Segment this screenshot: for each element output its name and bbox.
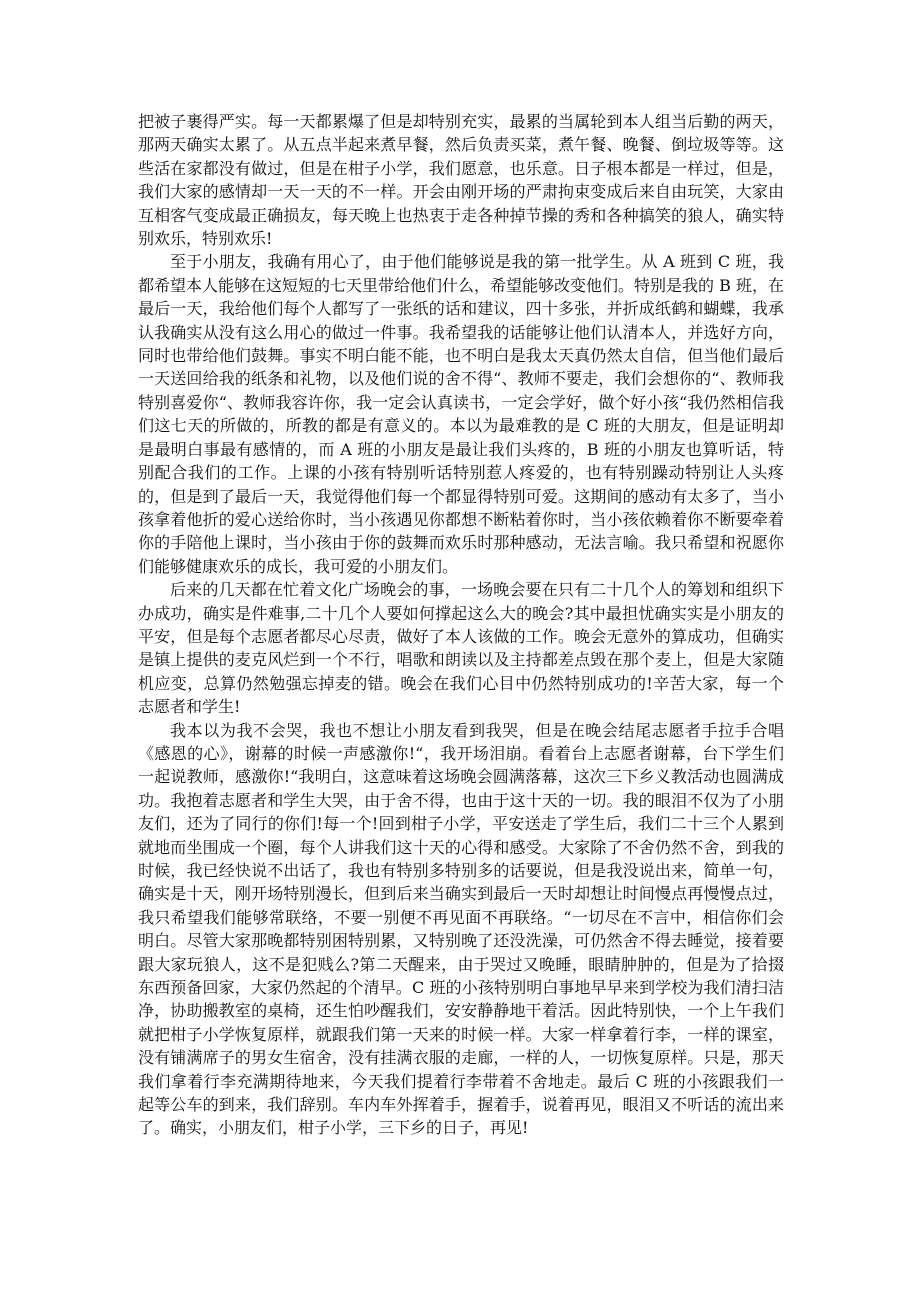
paragraph-children: 至于小朋友，我确有用心了，由于他们能够说是我的第一批学生。从 A 班到 C 班，我都希望本人能够在这短短的七天里带给他们什么，希望能够改变他们。特别是我的 B 班，在最后一天，我给他们每个人都写了一张纸的话和建议，四十多张，并折成纸鹤和蝴蝶，我承认我确实从没有这么用心的做过一件事。我希望我的话能够让他们认清本人，并选好方向，同时也带给他们鼓舞。事实不明白能不能，也不明白是我太天真仍然太自信，但当他们最后一天送回给我的纸条和礼物，以及他们说的舍不得“、教师不要走，我们会想你的“、教师我特别喜爱你“、教师我容许你，我一定会认真读书，一定会学好，做个好小孩“我仍然相信我们这七天的所做的，所教的都是有意义的。本以为最难教的是 C 班的大朋友，但是证明却是最明白事最有感情的，而 A 班的小朋友是最让我们头疼的，B 班的小朋友也算听话，特别配合我们的工作。上课的小孩有特别听话特别惹人疼爱的，也有特别躁动特别让人头疼的，但是到了最后一天，我觉得他们每一个都显得特别可爱。这期间的感动有太多了，当小孩拿着他折的爱心送给你时，当小孩遇见你都想不断粘着你时，当小孩依赖着你不断要牵着你的手陪他上课时，当小孩由于你的鼓舞而欢乐时那种感动，无法言喻。我只希望和祝愿你们能够健康欢乐的成长，我可爱的小朋友们。 xyxy=(138,252,784,576)
paragraph-farewell: 我本以为我不会哭，我也不想让小朋友看到我哭，但是在晚会结尾志愿者手拉手合唱《感恩的心》，谢幕的时候一声感激你!“，我开场泪崩。看着台上志愿者谢幕，台下学生们一起说教师，感激你!“我明白，这意味着这场晚会圆满落幕，这次三下乡义教活动也圆满成功。我抱着志愿者和学生大哭，由于舍不得，也由于这十天的一切。我的眼泪不仅为了小朋友们，还为了同行的你们!每一个!回到柑子小学，平安送走了学生后，我们二十三个人累到就地而坐围成一个圈，每个人讲我们这十天的心得和感受。大家除了不舍仍然不舍，到我的时候，我已经快说不出话了，我也有特别多特别多的话要说，但是我没说出来，简单一句，确实是十天，刚开场特别漫长，但到后来当确实到最后一天时却想让时间慢点再慢慢点过，我只希望我们能够常联络，不要一别便不再见面不再联络。“一切尽在不言中，相信你们会明白。尽管大家那晚都特别困特别累，又特别晚了还没洗澡，可仍然舍不得去睡觉，接着要跟大家玩狼人，这不是犯贱么?第二天醒来，由于哭过又晚睡，眼睛肿肿的，但是为了拾掇东西预备回家，大家仍然起的个清早。C 班的小孩特别明白事地早早来到学校为我们清扫洁净，协助搬教室的桌椅，还生怕吵醒我们，安安静静地干着活。因此特别快，一个上午我们就把柑子小学恢复原样，就跟我们第一天来的时候一样。大家一样拿着行李，一样的课室，没有铺满席子的男女生宿舍，没有挂满衣服的走廊，一样的人，一切恢复原样。只是，那天我们拿着行李充满期待地来，今天我们提着行李带着不舍地走。最后 C 班的小孩跟我们一起等公车的到来，我们辞别。车内车外挥着手，握着手，说着再见，眼泪又不听话的流出来了。确实，小朋友们，柑子小学，三下乡的日子，再见! xyxy=(138,720,784,1138)
document-body xyxy=(138,110,784,1140)
paragraph-evening-gala: 后来的几天都在忙着文化广场晚会的事，一场晚会要在只有二十几个人的筹划和组织下办成功，确实是件难事,二十几个人要如何撑起这么大的晚会?其中最担忧确实实是小朋友的平安，但是每个志愿者都尽心尽责，做好了本人该做的工作。晚会无意外的算成功，但确实是镇上提供的麦克风烂到一个不行，唱歌和朗读以及主持都差点毁在那个麦上，但是大家随机应变，总算仍然勉强忘掉麦的错。晚会在我们心目中仍然特别成功的!辛苦大家，每一个志愿者和学生! xyxy=(138,580,784,717)
paragraph-continued: 把被子裹得严实。每一天都累爆了但是却特别充实，最累的当属轮到本人组当后勤的两天，那两天确实太累了。从五点半起来煮早餐，然后负责买菜，煮午餐、晚餐、倒垃圾等等。这些活在家都没有做过，但是在柑子小学，我们愿意，也乐意。日子根本都是一样过，但是，我们大家的感情却一天一天的不一样。开会由刚开场的严肃拘束变成后来自由玩笑，大家由互相客气变成最正确损友，每天晚上也热衷于走各种掉节操的秀和各种搞笑的狼人，确实特别欢乐，特别欢乐! xyxy=(138,112,784,249)
